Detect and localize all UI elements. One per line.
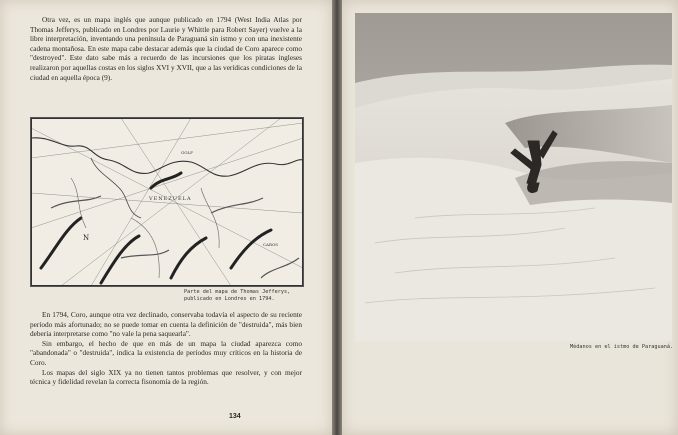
paragraph: En 1794, Coro, aunque otra vez declinado, conservaba todavía el aspecto de su reciente período más afortunado; no se puede tomar en cuenta la definición de "destruida", más bien debería interpretarse como "no vale la pena saquearla". [30,310,302,339]
map-label: GOLF [181,150,193,155]
historic-map-figure [30,117,304,287]
sand-dunes-photo [355,13,672,341]
paragraph: Sin embargo, el hecho de que en más de un mapa la ciudad aparezca como "abandonada" o "destruida", indica la existencia de períodos muy críticos en la historia de Coro. [30,338,302,367]
paragraph: Los mapas del siglo XIX ya no tienen tantos problemas que resolver, y con mejor técnica y fidelidad revelan la correcta fisonomía de la región. [30,367,302,387]
map-label: CAROS [263,242,278,247]
page-number: 134 [229,413,241,420]
map-label: N [83,234,90,242]
map-illustration [31,118,303,286]
paragraph: Otra vez, es un mapa inglés que aunque publicado en 1794 (West India Atlas por Thomas Jefferys, publicado en Londres por Laurie y Whittle para Robert Sayer) vuelve a la libre interpretación, inventando una península de Paraguaná sin istmo y con una inexistente cadena montañosa. En este mapa cabe destacar además que la ciudad de Coro aparece como "destroyed". Este dato sabe más a recuerdo de las incursiones que los piratas ingleses realizaron por aquellas costas en los siglos XVI y XVII, que a las verídicas condiciones de la ciudad en aquella época (9). [30,15,302,82]
map-label: VENEZUELA [149,196,192,202]
bottom-text-block [30,310,302,387]
book-gutter [332,0,342,435]
top-text-block [30,15,302,82]
dunes-image [355,13,672,341]
map-caption: Parte del mapa de Thomas Jefferys, publicado en Londres en 1794. [184,289,291,302]
photo-caption: Médanos en el istmo de Paraguaná. [570,344,674,350]
